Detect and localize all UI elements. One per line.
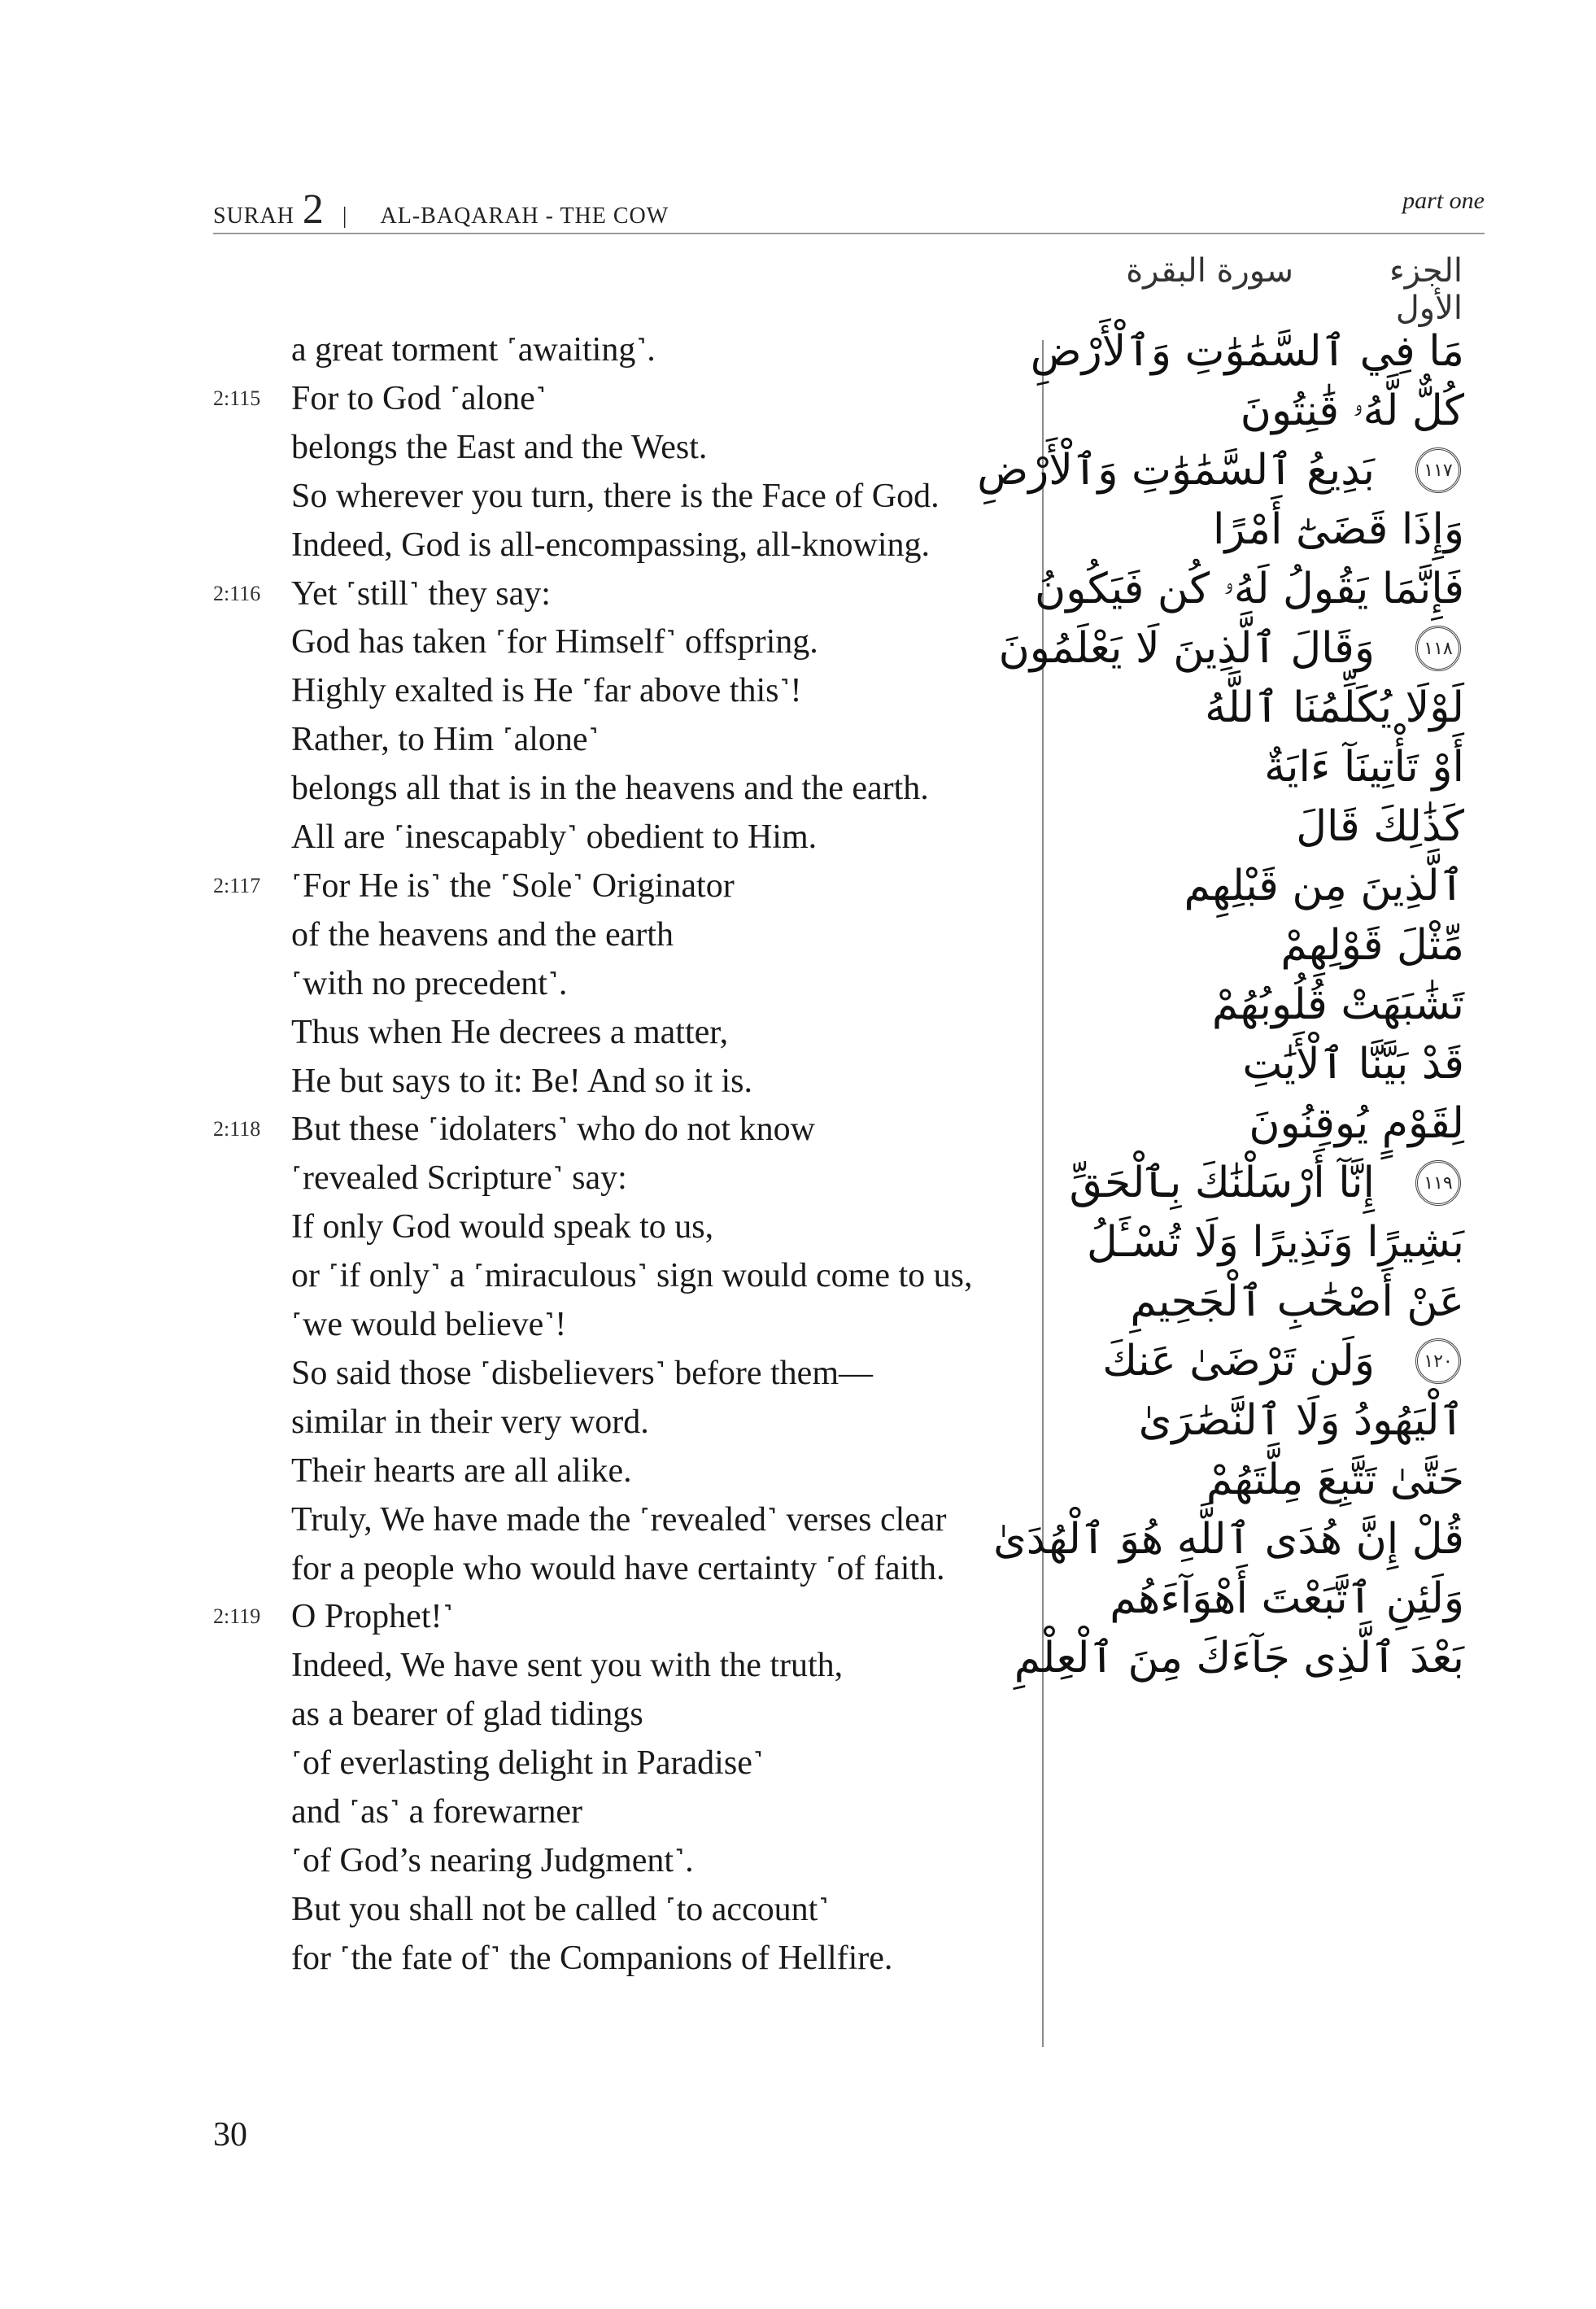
arabic-line: بَدِيعُ ٱلسَّمَٰوَٰتِ وَٱلْأَرْضِ bbox=[977, 446, 1375, 495]
translation-text: Yet ˹still˺ they say: bbox=[291, 574, 551, 613]
verse-reference: 2:115 bbox=[213, 386, 261, 410]
verse-reference: 2:118 bbox=[213, 1117, 261, 1141]
verse-reference: 2:117 bbox=[213, 873, 261, 897]
arabic-line: مَا فِي ٱلسَّمَٰوَٰتِ وَٱلْأَرْضِ bbox=[1030, 327, 1464, 376]
translation-text: But you shall not be called ˹to account˺ bbox=[291, 1890, 830, 1928]
translation-text: ˹with no precedent˺. bbox=[291, 964, 568, 1002]
arabic-line: لَوْلَا يُكَلِّمُنَا ٱللَّهُ bbox=[1205, 683, 1464, 732]
arabic-line: ٱلْيَهُودُ وَلَا ٱلنَّصَٰرَىٰ bbox=[1138, 1396, 1464, 1445]
translation-text: belongs the East and the West. bbox=[291, 428, 708, 466]
translation-text: Highly exalted is He ˹far above this˺! bbox=[291, 672, 802, 710]
arabic-line: ٱلَّذِينَ مِن قَبْلِهِم bbox=[1184, 862, 1464, 910]
translation-text: for a people who would have certainty ˹of faith. bbox=[291, 1549, 945, 1587]
translation-text: For to God ˹alone˺ bbox=[291, 379, 547, 417]
arabic-line: إِنَّآ أَرْسَلْنَٰكَ بِٱلْحَقِّ bbox=[1069, 1159, 1375, 1207]
verse-reference: 2:116 bbox=[213, 581, 261, 605]
translation-text: ˹of everlasting delight in Paradise˺ bbox=[291, 1744, 764, 1783]
translation-text: O Prophet!˺ bbox=[291, 1598, 454, 1636]
verse-marker: ١١٩ bbox=[1415, 1160, 1461, 1206]
arabic-part-heading: الجزء الأول bbox=[1389, 252, 1463, 327]
arabic-line: وَلَئِنِ ٱتَّبَعْتَ أَهْوَآءَهُم bbox=[1110, 1574, 1464, 1623]
arabic-line: قَدْ بَيَّنَّا ٱلْأَيَٰتِ bbox=[1242, 1040, 1464, 1089]
arabic-line: بَشِيرًا وَنَذِيرًا وَلَا تُسْـَٔلُ bbox=[1086, 1218, 1464, 1267]
translation-text: Rather, to Him ˹alone˺ bbox=[291, 721, 600, 759]
translation-text: But these ˹idolaters˺ who do not know bbox=[291, 1111, 815, 1149]
arabic-line: تَشَٰبَهَتْ قُلُوبُهُمْ bbox=[1211, 980, 1464, 1029]
translation-text: Thus when He decrees a matter, bbox=[291, 1013, 729, 1051]
verse-marker: ١١٨ bbox=[1415, 626, 1461, 671]
surah-number: 2 bbox=[302, 186, 325, 233]
translation-text: Indeed, We have sent you with the truth, bbox=[291, 1647, 844, 1685]
translation-text: God has taken ˹for Himself˺ offspring. bbox=[291, 623, 818, 661]
surah-label: SURAH bbox=[213, 203, 294, 229]
translation-text: as a bearer of glad tidings bbox=[291, 1696, 643, 1734]
verse-marker: ١١٧ bbox=[1415, 447, 1461, 493]
translation-text: Truly, We have made the ˹revealed˺ verses clear bbox=[291, 1500, 947, 1539]
arabic-line: حَتَّىٰ تَتَّبِعَ مِلَّتَهُمْ bbox=[1206, 1456, 1464, 1504]
header-surah bbox=[213, 186, 669, 233]
translation-text: belongs all that is in the heavens and the earth. bbox=[291, 770, 929, 808]
arabic-line: لِقَوْمٍ يُوقِنُونَ bbox=[1249, 1099, 1464, 1148]
translation-text: similar in their very word. bbox=[291, 1403, 649, 1441]
arabic-line: فَإِنَّمَا يَقُولُ لَهُۥ كُن فَيَكُونُ bbox=[1035, 565, 1464, 613]
translation-text: a great torment ˹awaiting˺. bbox=[291, 331, 656, 369]
header-divider bbox=[213, 233, 1485, 234]
translation-text: He but says to it: Be! And so it is. bbox=[291, 1062, 752, 1100]
translation-text: If only God would speak to us, bbox=[291, 1208, 714, 1246]
arabic-line: بَعْدَ ٱلَّذِى جَآءَكَ مِنَ ٱلْعِلْمِ bbox=[1014, 1634, 1464, 1683]
verse-reference: 2:119 bbox=[213, 1604, 261, 1629]
arabic-line: عَنْ أَصْحَٰبِ ٱلْجَحِيمِ bbox=[1130, 1277, 1464, 1326]
arabic-line: وَقَالَ ٱلَّذِينَ لَا يَعْلَمُونَ bbox=[998, 624, 1375, 673]
translation-text: So said those ˹disbelievers˺ before them— bbox=[291, 1354, 873, 1392]
translation-text: ˹of God’s nearing Judgment˺. bbox=[291, 1841, 694, 1879]
translation-text: All are ˹inescapably˺ obedient to Him. bbox=[291, 818, 818, 856]
translation-text: ˹revealed Scripture˺ say: bbox=[291, 1159, 627, 1198]
translation-text: of the heavens and the earth bbox=[291, 915, 674, 954]
arabic-line: أَوْ تَأْتِينَآ ءَايَةٌ bbox=[1264, 743, 1464, 792]
translation-text: Indeed, God is all-encompassing, all-knowing. bbox=[291, 526, 930, 564]
translation-text: and ˹as˺ a forewarner bbox=[291, 1793, 582, 1831]
verse-marker: ١٢٠ bbox=[1415, 1338, 1461, 1384]
translation-text: or ˹if only˺ a ˹miraculous˺ sign would come to us, bbox=[291, 1257, 973, 1295]
arabic-line: وَلَن تَرْضَىٰ عَنكَ bbox=[1102, 1337, 1375, 1386]
part-label: part one bbox=[1402, 187, 1485, 214]
arabic-line: قُلْ إِنَّ هُدَى ٱللَّهِ هُوَ ٱلْهُدَىٰ bbox=[993, 1515, 1464, 1564]
arabic-surah-heading: سورة البقرة bbox=[1126, 252, 1293, 290]
surah-title: AL-BAQARAH - THE COW bbox=[380, 203, 669, 229]
translation-text: Their hearts are all alike. bbox=[291, 1451, 632, 1490]
arabic-line: مِّثْلَ قَوْلِهِمْ bbox=[1280, 921, 1464, 970]
translation-text: So wherever you turn, there is the Face of God. bbox=[291, 477, 940, 515]
arabic-line: كُلٌّ لَّهُۥ قَٰنِتُونَ bbox=[1240, 386, 1464, 435]
translation-text: for ˹the fate of˺ the Companions of Hellfire. bbox=[291, 1939, 893, 1977]
arabic-line: كَذَٰلِكَ قَالَ bbox=[1296, 802, 1464, 851]
translation-text: ˹we would believe˺! bbox=[291, 1306, 567, 1343]
page-number: 30 bbox=[213, 2116, 247, 2154]
header-separator: | bbox=[342, 203, 348, 229]
translation-text: ˹For He is˺ the ˹Sole˺ Originator bbox=[291, 866, 735, 905]
arabic-line: وَإِذَا قَضَىٰٓ أَمْرًا bbox=[1213, 505, 1464, 554]
